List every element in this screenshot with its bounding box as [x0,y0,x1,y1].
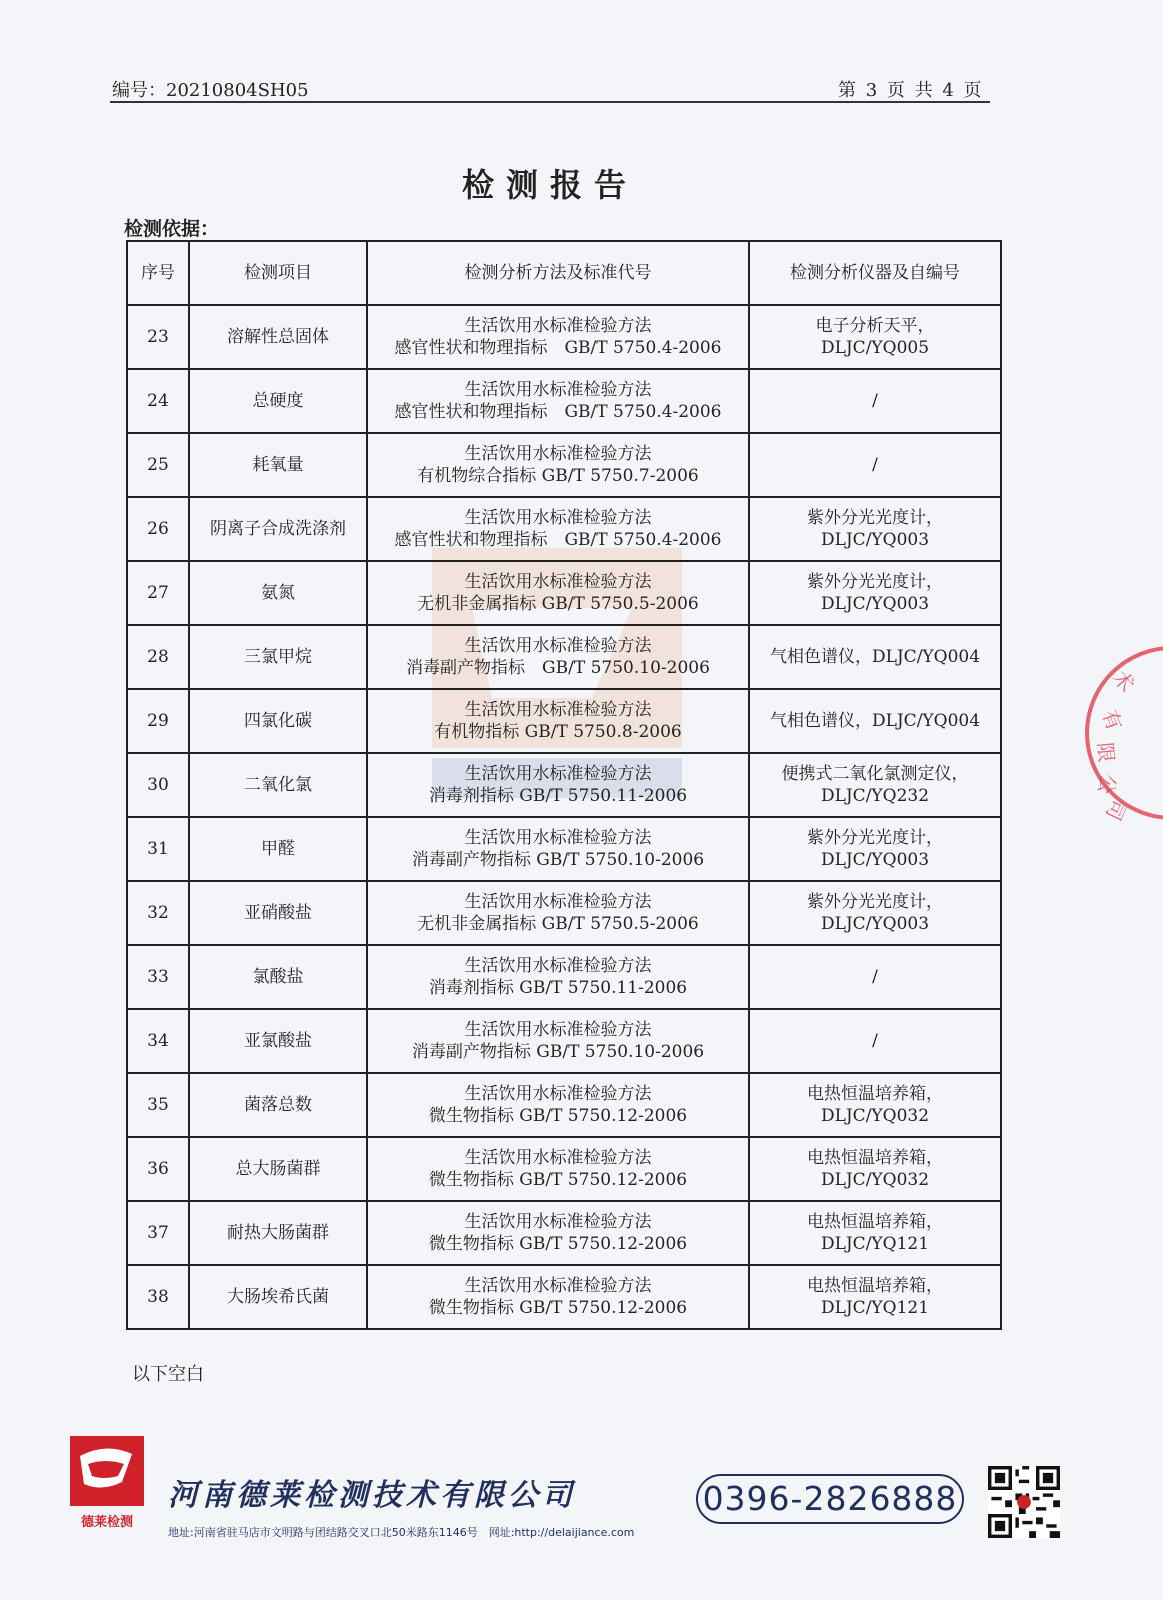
row-instrument-line2: DLJC/YQ003 [820,530,930,550]
row-method-line1: 生活饮用水标准检验方法 [464,380,652,400]
svg-text:限: 限 [1093,741,1119,764]
row-instrument-line2: DLJC/YQ032 [820,1106,930,1126]
row-item: 阴离子合成洗涤剂 [189,497,367,561]
row-no: 30 [127,753,189,817]
row-method-line2: 无机非金属指标 GB/T 5750.5-2006 [417,914,699,934]
svg-text:术: 术 [1108,665,1140,697]
basis-label: 检测依据： [124,218,220,240]
row-no: 26 [127,497,189,561]
row-instrument [749,1137,1001,1201]
row-method-line1: 生活饮用水标准检验方法 [464,1276,652,1296]
row-no: 23 [127,305,189,369]
row-method-line2: 消毒剂指标 GB/T 5750.11-2006 [428,786,688,806]
row-instrument-line1: / [872,1031,878,1051]
row-method-line1: 生活饮用水标准检验方法 [464,1084,652,1104]
row-method [367,945,749,1009]
row-method-line2: 微生物指标 GB/T 5750.12-2006 [428,1170,688,1190]
row-method-line2: 消毒副产物指标 GB/T 5750.10-2006 [406,658,710,678]
row-method [367,753,749,817]
row-instrument-line1: / [872,455,878,475]
row-item: 氯酸盐 [189,945,367,1009]
row-no: 36 [127,1137,189,1201]
row-method-line2: 有机物指标 GB/T 5750.8-2006 [434,722,682,742]
row-method-line2: 消毒副产物指标 GB/T 5750.10-2006 [411,850,705,870]
table-row [127,1137,1001,1201]
row-instrument [749,689,1001,753]
company-address: 地址:河南省驻马店市文明路与团结路交叉口北50米路东1146号 网址:http://delaijiance.com [168,1526,635,1539]
row-method-line1: 生活饮用水标准检验方法 [464,1212,652,1232]
table-row [127,1009,1001,1073]
row-no: 33 [127,945,189,1009]
row-no: 24 [127,369,189,433]
row-item: 四氯化碳 [189,689,367,753]
table-row [127,753,1001,817]
row-instrument [749,1265,1001,1329]
row-method-line1: 生活饮用水标准检验方法 [464,700,652,720]
row-method [367,1201,749,1265]
table-row [127,305,1001,369]
row-method [367,1009,749,1073]
row-instrument [749,305,1001,369]
table-row [127,881,1001,945]
row-instrument-line1: / [872,391,878,411]
row-method-line2: 有机物综合指标 GB/T 5750.7-2006 [417,466,699,486]
row-method-line1: 生活饮用水标准检验方法 [464,1020,652,1040]
company-logo-icon [66,1432,148,1532]
table-row [127,1073,1001,1137]
table-row [127,561,1001,625]
row-item: 亚硝酸盐 [189,881,367,945]
row-method-line1: 生活饮用水标准检验方法 [464,316,652,336]
row-no: 28 [127,625,189,689]
row-method-line1: 生活饮用水标准检验方法 [464,764,652,784]
table-row [127,625,1001,689]
row-instrument [749,1073,1001,1137]
row-method [367,1265,749,1329]
svg-text:司: 司 [1101,795,1132,825]
row-instrument [749,369,1001,433]
row-instrument-line2: DLJC/YQ232 [820,786,930,806]
row-instrument-line1: 紫外分光光度计， [807,828,943,848]
row-method-line1: 生活饮用水标准检验方法 [464,1148,652,1168]
row-no: 38 [127,1265,189,1329]
row-no: 25 [127,433,189,497]
row-instrument-line1: 电热恒温培养箱， [807,1084,943,1104]
row-instrument-line1: 电热恒温培养箱， [807,1276,943,1296]
row-item: 二氧化氯 [189,753,367,817]
basis-table [126,240,1002,1330]
row-method-line1: 生活饮用水标准检验方法 [464,892,652,912]
header-method: 检测分析方法及标准代号 [367,241,749,305]
row-instrument [749,753,1001,817]
report-serial: 编号：20210804SH05 [112,80,309,101]
row-no: 31 [127,817,189,881]
official-stamp-icon [1062,638,1163,828]
row-method-line2: 消毒副产物指标 GB/T 5750.10-2006 [411,1042,705,1062]
row-method-line2: 感官性状和物理指标 GB/T 5750.4-2006 [394,402,722,422]
row-method-line2: 微生物指标 GB/T 5750.12-2006 [428,1234,688,1254]
row-method-line2: 感官性状和物理指标 GB/T 5750.4-2006 [394,338,722,358]
row-method [367,817,749,881]
row-instrument [749,433,1001,497]
row-item: 溶解性总固体 [189,305,367,369]
row-method [367,305,749,369]
row-instrument-line1: 便携式二氧化氯测定仪， [781,764,969,784]
row-instrument-line2: DLJC/YQ003 [820,850,930,870]
row-instrument-line1: 电子分析天平， [815,316,935,336]
blank-note: 以下空白 [132,1364,204,1385]
company-name: 河南德莱检测技术有限公司 [168,1478,576,1513]
row-method [367,561,749,625]
row-item: 菌落总数 [189,1073,367,1137]
row-item: 总硬度 [189,369,367,433]
row-no: 34 [127,1009,189,1073]
row-method-line1: 生活饮用水标准检验方法 [464,508,652,528]
page-indicator: 第 3 页 共 4 页 [838,80,984,101]
row-method [367,881,749,945]
row-item: 大肠埃希氏菌 [189,1265,367,1329]
row-instrument-line1: 气相色谱仪，DLJC/YQ004 [769,647,981,667]
table-row [127,497,1001,561]
table-row [127,369,1001,433]
row-item: 亚氯酸盐 [189,1009,367,1073]
page-title: 检测报告 [461,166,638,204]
row-method-line1: 生活饮用水标准检验方法 [464,828,652,848]
table-row [127,433,1001,497]
row-instrument-line1: / [872,967,878,987]
row-method-line2: 微生物指标 GB/T 5750.12-2006 [428,1298,688,1318]
svg-text:德莱检测: 德莱检测 [80,1515,134,1530]
row-instrument [749,497,1001,561]
row-no: 29 [127,689,189,753]
row-method-line1: 生活饮用水标准检验方法 [464,572,652,592]
table-row [127,689,1001,753]
row-instrument-line2: DLJC/YQ003 [820,594,930,614]
header-instrument: 检测分析仪器及自编号 [749,241,1001,305]
svg-text:有: 有 [1097,706,1127,734]
row-method [367,433,749,497]
row-item: 总大肠菌群 [189,1137,367,1201]
table-row [127,817,1001,881]
row-method [367,497,749,561]
row-instrument-line1: 紫外分光光度计， [807,892,943,912]
row-instrument [749,945,1001,1009]
header-no: 序号 [127,241,189,305]
row-no: 37 [127,1201,189,1265]
row-method-line1: 生活饮用水标准检验方法 [464,956,652,976]
row-instrument [749,625,1001,689]
table-row [127,945,1001,1009]
header-divider [110,101,990,103]
row-instrument [749,561,1001,625]
row-method [367,1137,749,1201]
row-instrument [749,881,1001,945]
row-instrument-line1: 紫外分光光度计， [807,572,943,592]
row-method-line2: 无机非金属指标 GB/T 5750.5-2006 [417,594,699,614]
row-item: 耗氧量 [189,433,367,497]
row-method [367,369,749,433]
table-row [127,1201,1001,1265]
table-header-row [127,241,1001,305]
header-item: 检测项目 [189,241,367,305]
row-method-line2: 微生物指标 GB/T 5750.12-2006 [428,1106,688,1126]
row-item: 氨氮 [189,561,367,625]
row-instrument-line1: 气相色谱仪，DLJC/YQ004 [769,711,981,731]
row-instrument-line1: 电热恒温培养箱， [807,1212,943,1232]
row-instrument-line1: 电热恒温培养箱， [807,1148,943,1168]
row-instrument-line2: DLJC/YQ005 [820,338,930,358]
row-method-line2: 消毒剂指标 GB/T 5750.11-2006 [428,978,688,998]
row-no: 35 [127,1073,189,1137]
row-instrument-line2: DLJC/YQ121 [820,1298,930,1318]
table-row [127,1265,1001,1329]
row-no: 27 [127,561,189,625]
row-instrument-line2: DLJC/YQ032 [820,1170,930,1190]
row-method [367,1073,749,1137]
row-instrument [749,1201,1001,1265]
row-method-line1: 生活饮用水标准检验方法 [464,444,652,464]
row-method-line2: 感官性状和物理指标 GB/T 5750.4-2006 [394,530,722,550]
row-no: 32 [127,881,189,945]
row-item: 三氯甲烷 [189,625,367,689]
row-instrument [749,1009,1001,1073]
row-method [367,689,749,753]
row-item: 甲醛 [189,817,367,881]
company-phone: 0396-2826888 [696,1474,964,1524]
row-method [367,625,749,689]
row-method-line1: 生活饮用水标准检验方法 [464,636,652,656]
qr-code-icon [988,1466,1060,1538]
row-instrument-line1: 紫外分光光度计， [807,508,943,528]
row-instrument [749,817,1001,881]
svg-text:公: 公 [1093,772,1121,796]
row-instrument-line2: DLJC/YQ121 [820,1234,930,1254]
row-instrument-line2: DLJC/YQ003 [820,914,930,934]
row-item: 耐热大肠菌群 [189,1201,367,1265]
